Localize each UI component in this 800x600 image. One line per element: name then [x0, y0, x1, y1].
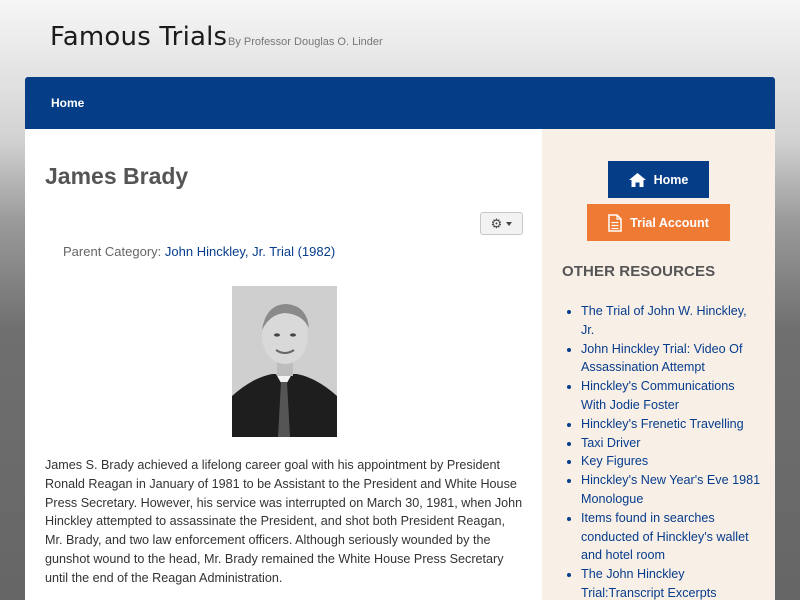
main-content — [25, 129, 542, 600]
list-item — [581, 377, 761, 415]
parent-category — [63, 244, 335, 259]
list-item — [581, 452, 761, 471]
site-subtitle: By Professor Douglas O. Linder — [228, 36, 383, 48]
resource-link[interactable]: Hinckley's Communications With Jodie Foster — [581, 379, 735, 412]
gear-icon: ⚙ — [490, 216, 503, 231]
resource-link[interactable]: Taxi Driver — [581, 435, 641, 450]
list-item — [581, 565, 761, 600]
list-item — [581, 471, 761, 509]
trial-account-button[interactable] — [587, 204, 730, 241]
nav-home-link[interactable]: Home — [51, 96, 85, 110]
sidebar-home-button[interactable] — [608, 161, 709, 198]
site-title[interactable]: Famous Trials — [50, 22, 228, 52]
home-icon — [629, 173, 646, 187]
list-item — [581, 415, 761, 434]
sidebar — [542, 129, 775, 600]
caret-down-icon — [506, 222, 512, 226]
list-item — [581, 509, 761, 565]
parent-category-link[interactable]: John Hinckley, Jr. Trial (1982) — [164, 244, 336, 259]
resource-link[interactable]: Hinckley's New Year's Eve 1981 Monologue — [581, 473, 761, 506]
trial-account-label: Trial Account — [630, 215, 709, 230]
portrait-illustration — [232, 286, 337, 437]
resource-link[interactable]: John Hinckley Trial: Video Of Assassination Attempt — [581, 341, 743, 375]
site-header — [0, 0, 800, 78]
sidebar-home-label: Home — [653, 172, 689, 187]
resource-link[interactable]: Hinckley's Frenetic Travelling — [581, 416, 744, 431]
list-item — [581, 340, 761, 378]
resource-link[interactable]: Key Figures — [581, 454, 649, 469]
page-title: James Brady — [45, 163, 189, 189]
resource-link[interactable]: The John Hinckley Trial:Transcript Excerpts — [581, 567, 717, 600]
list-item — [581, 302, 761, 340]
article-body: James S. Brady achieved a lifelong career goal with his appointment by President Ronald Reagan in January of 1981 to be Assistant to the President and White House Press Secretary. However, his service was interrupted on March 30, 1981, when John Hinckley attempted to assassinate the President, and shot both President Reagan, Mr. Brady, and two law enforcement officers. Although seriously wounded by the gunshot wound to the head, Mr. Brady remained the White House Press Secretary until the end of the Reagan Administration. — [45, 458, 523, 585]
resource-link[interactable]: Items found in searches conducted of Hinckley's wallet and hotel room — [581, 510, 749, 563]
main-navbar — [25, 77, 775, 129]
list-item — [581, 434, 761, 453]
other-resources-heading: OTHER RESOURCES — [562, 263, 716, 280]
parent-category-label: Parent Category: — [63, 244, 162, 259]
resources-list — [581, 302, 761, 600]
portrait-photo — [232, 286, 337, 437]
resource-link[interactable]: The Trial of John W. Hinckley, Jr. — [581, 304, 747, 337]
article-tools-button[interactable] — [480, 212, 523, 235]
document-icon — [608, 214, 622, 232]
